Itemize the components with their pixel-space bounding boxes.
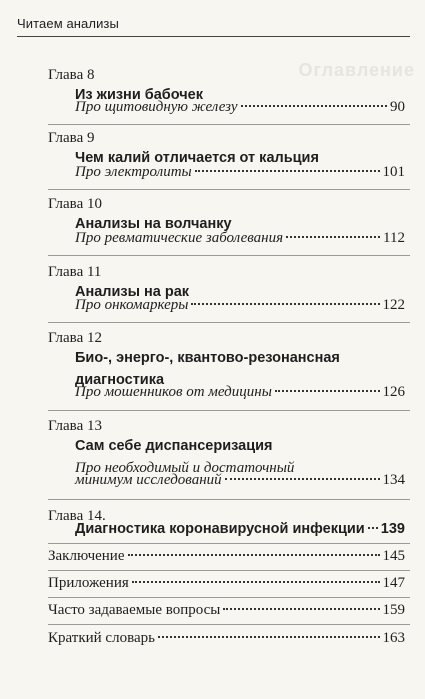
page-number: 90: [390, 99, 405, 115]
chapter-subtitle: Про мошенников от медицины: [75, 384, 272, 400]
chapter-subtitle-line2: минимум исследований: [75, 472, 222, 488]
chapter-label: Глава 9: [48, 130, 95, 146]
bleed-through-heading: Оглавление: [298, 60, 415, 80]
page-number: 134: [382, 472, 405, 488]
leader-dots: [286, 236, 380, 238]
toc-appendices[interactable]: [48, 573, 405, 594]
page-number: 122: [382, 297, 405, 313]
page-number: 126: [382, 384, 405, 400]
chapter-label: Глава 11: [48, 264, 102, 280]
section-label: Приложения: [48, 575, 129, 591]
page-number: 112: [383, 230, 405, 246]
leader-dots: [225, 478, 380, 480]
chapter-subtitle-row: [75, 470, 405, 491]
leader-dots: [132, 581, 380, 583]
page-number: 145: [382, 548, 405, 564]
chapter-subtitle-row: [75, 295, 405, 316]
leader-dots: [368, 527, 378, 529]
separator: [48, 624, 410, 625]
leader-dots: [195, 170, 380, 172]
chapter-subtitle-row: [75, 228, 405, 249]
chapter-subtitle-row: [75, 162, 405, 183]
toc-faq[interactable]: [48, 600, 405, 621]
separator: [48, 189, 410, 190]
chapter-subtitle: Про щитовидную железу: [75, 99, 238, 115]
section-label: Заключение: [48, 548, 125, 564]
chapter-subtitle-row: [75, 97, 405, 118]
chapter-label: Глава 14.: [48, 508, 106, 524]
chapter-subtitle: Про ревматические заболевания: [75, 230, 284, 246]
separator: [48, 124, 410, 125]
separator: [48, 499, 410, 500]
leader-dots: [241, 105, 387, 107]
leader-dots: [128, 554, 380, 556]
separator: [48, 410, 410, 411]
chapter-label: Глава 12: [48, 330, 102, 346]
leader-dots: [158, 636, 380, 638]
chapter-title: Сам себе диспансеризация: [75, 438, 273, 454]
section-label: Часто задаваемые вопросы: [48, 602, 221, 618]
chapter-title-line1: Био-, энерго-, квантово-резонансная: [75, 350, 340, 366]
chapter-label: Глава 8: [48, 67, 95, 83]
toc-conclusion[interactable]: [48, 546, 405, 567]
running-header: Читаем анализы: [17, 16, 119, 31]
chapter-title: Чем калий отличается от кальция: [75, 150, 319, 166]
separator: [48, 543, 410, 544]
chapter-subtitle-line1: Про необходимый и достаточный: [75, 460, 295, 476]
separator: [48, 570, 410, 571]
chapter-title: Анализы на волчанку: [75, 216, 232, 232]
page-number: 147: [382, 575, 405, 591]
chapter-label: Глава 13: [48, 418, 102, 434]
chapter-subtitle-row: [75, 382, 405, 403]
page-number: 101: [382, 164, 405, 180]
separator: [48, 322, 410, 323]
chapter-subtitle: Про онкомаркеры: [75, 297, 189, 313]
chapter-title-row: [75, 519, 405, 540]
leader-dots: [275, 390, 380, 392]
chapter-subtitle: Про электролиты: [75, 164, 192, 180]
page-number: 163: [382, 630, 405, 646]
page-number: 139: [380, 521, 405, 537]
page-number: 159: [382, 602, 405, 618]
header-rule: [17, 36, 410, 37]
separator: [48, 255, 410, 256]
chapter-title-line2: диагностика: [75, 372, 165, 388]
separator: [48, 597, 410, 598]
leader-dots: [223, 608, 379, 610]
chapter-title: Из жизни бабочек: [75, 87, 203, 103]
leader-dots: [191, 303, 379, 305]
chapter-title: Анализы на рак: [75, 284, 190, 300]
chapter-title: Диагностика коронавирусной инфекции: [75, 521, 365, 537]
section-label: Краткий словарь: [48, 630, 155, 646]
chapter-label: Глава 10: [48, 196, 102, 212]
toc-glossary[interactable]: [48, 628, 405, 649]
